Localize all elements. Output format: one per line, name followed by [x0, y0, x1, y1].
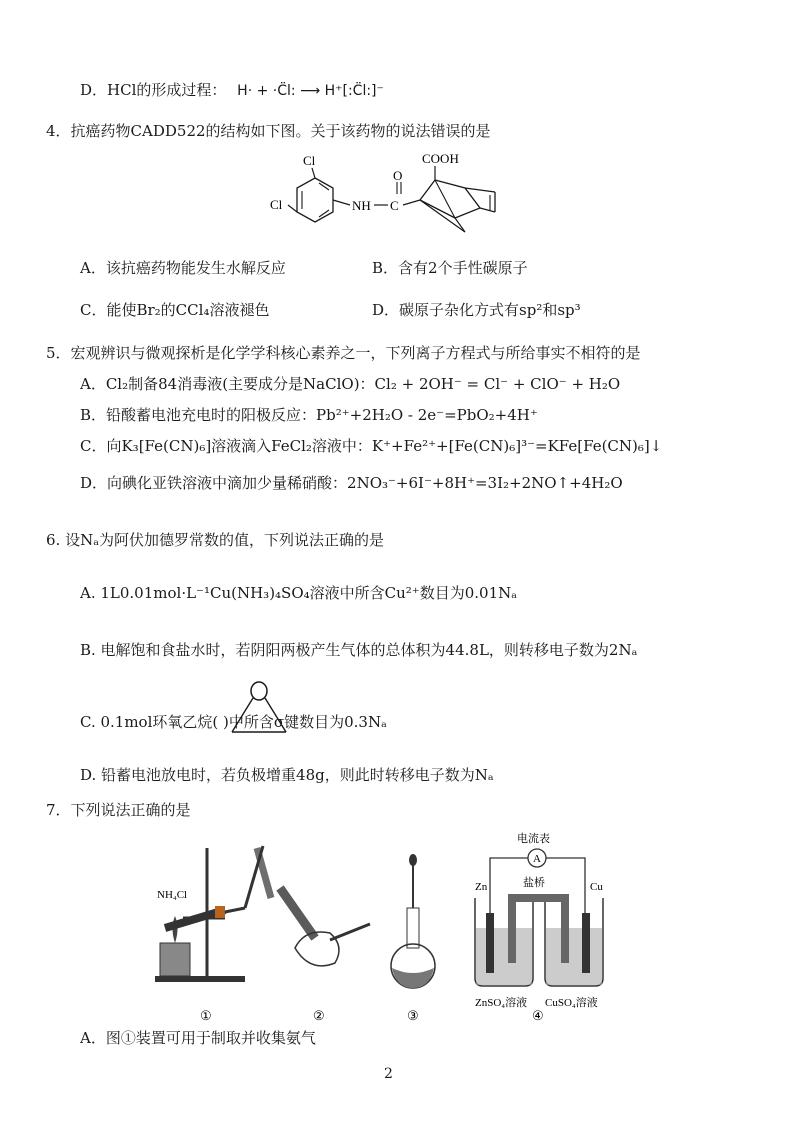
nh4cl-label: NH₄Cl [157, 889, 188, 901]
q4-option-d: D．碳原子杂化方式有sp²和sp³ [372, 301, 581, 319]
apparatus-4 [475, 831, 603, 1009]
q6-option-b: B. 电解饱和食盐水时，若阴阳两极产生气体的总体积为44.8L，则转移电子数为2Nₐ [80, 641, 638, 659]
ammeter-label: 电流表 [517, 833, 550, 845]
q5-option-a: A．Cl₂制备84消毒液(主要成分是NaClO)：Cl₂ + 2OH⁻ = Cl⁻ + ClO⁻ + H₂O [80, 375, 621, 393]
option-label: D． [80, 81, 108, 99]
znso4-label: ZnSO₄溶液 [475, 997, 528, 1009]
q3-option-d [80, 80, 384, 101]
q6-option-a: A. 1L0.01mol·L⁻¹Cu(NH₃)₄SO₄溶液中所含Cu²⁺数目为0.01Nₐ [80, 584, 518, 602]
q7-apparatus-figure [145, 828, 655, 1023]
apparatus-3 [391, 854, 435, 988]
carbonyl-c-label: C [390, 198, 399, 213]
caption-3: ③ [407, 1008, 419, 1023]
q7-option-a: A．图①装置可用于制取并收集氨气 [80, 1029, 316, 1047]
salt-bridge-label: 盐桥 [523, 877, 545, 889]
epoxide-structure [228, 678, 290, 738]
cadd522-structure [270, 150, 530, 250]
carbonyl-o-label: O [393, 168, 403, 183]
q5-option-d: D．向碘化亚铁溶液中滴加少量稀硝酸：2NO₃⁻+6I⁻+8H⁺=3I₂+2NO↑+4H₂O [80, 474, 623, 492]
page-number: 2 [384, 1066, 393, 1082]
apparatus-2 [280, 888, 370, 966]
cooh-label: COOH [422, 151, 459, 166]
q6-option-c: C. 0.1mol环氧乙烷( )中所含σ键数目为0.3Nₐ [80, 713, 387, 731]
caption-4: ④ [532, 1008, 544, 1023]
question-5-stem: 5．宏观辨识与微观探析是化学学科核心素养之一，下列离子方程式与所给事实不相符的是 [46, 344, 641, 362]
caption-1: ① [200, 1008, 212, 1023]
cuso4-label: CuSO₄溶液 [545, 997, 598, 1009]
nh-label: NH [352, 198, 371, 213]
cu-label: Cu [590, 881, 603, 893]
q4-option-b: B．含有2个手性碳原子 [372, 259, 528, 277]
q6-option-d: D. 铅蓄电池放电时，若负极增重48g，则此时转移电子数为Nₐ [80, 766, 494, 784]
ammeter-symbol: A [533, 853, 541, 865]
question-4-stem: 4．抗癌药物CADD522的结构如下图。关于该药物的说法错误的是 [46, 122, 491, 140]
zn-label: Zn [475, 881, 488, 893]
q4-option-a: A．该抗癌药物能发生水解反应 [80, 259, 286, 277]
q5-option-c: C．向K₃[Fe(CN)₆]溶液滴入FeCl₂溶液中：K⁺+Fe²⁺+[Fe(CN)₆]³⁻=KFe[Fe(CN)₆]↓ [80, 437, 663, 455]
apparatus-1 [155, 846, 271, 982]
formation-formula: H· + ·C̈l: ⟶ H⁺[:C̈l:]⁻ [237, 83, 384, 99]
question-6-stem: 6. 设Nₐ为阿伏加德罗常数的值，下列说法正确的是 [46, 531, 384, 549]
option-text: HCl的形成过程： [107, 81, 227, 99]
q4-option-c: C．能使Br₂的CCl₄溶液褪色 [80, 301, 270, 319]
q5-option-b: B．铅酸蓄电池充电时的阳极反应：Pb²⁺+2H₂O - 2e⁻=PbO₂+4H⁺ [80, 406, 538, 424]
cl-label-left: Cl [270, 197, 283, 212]
question-7-stem: 7．下列说法正确的是 [46, 801, 191, 819]
cl-label-top: Cl [303, 153, 316, 168]
caption-2: ② [313, 1008, 325, 1023]
